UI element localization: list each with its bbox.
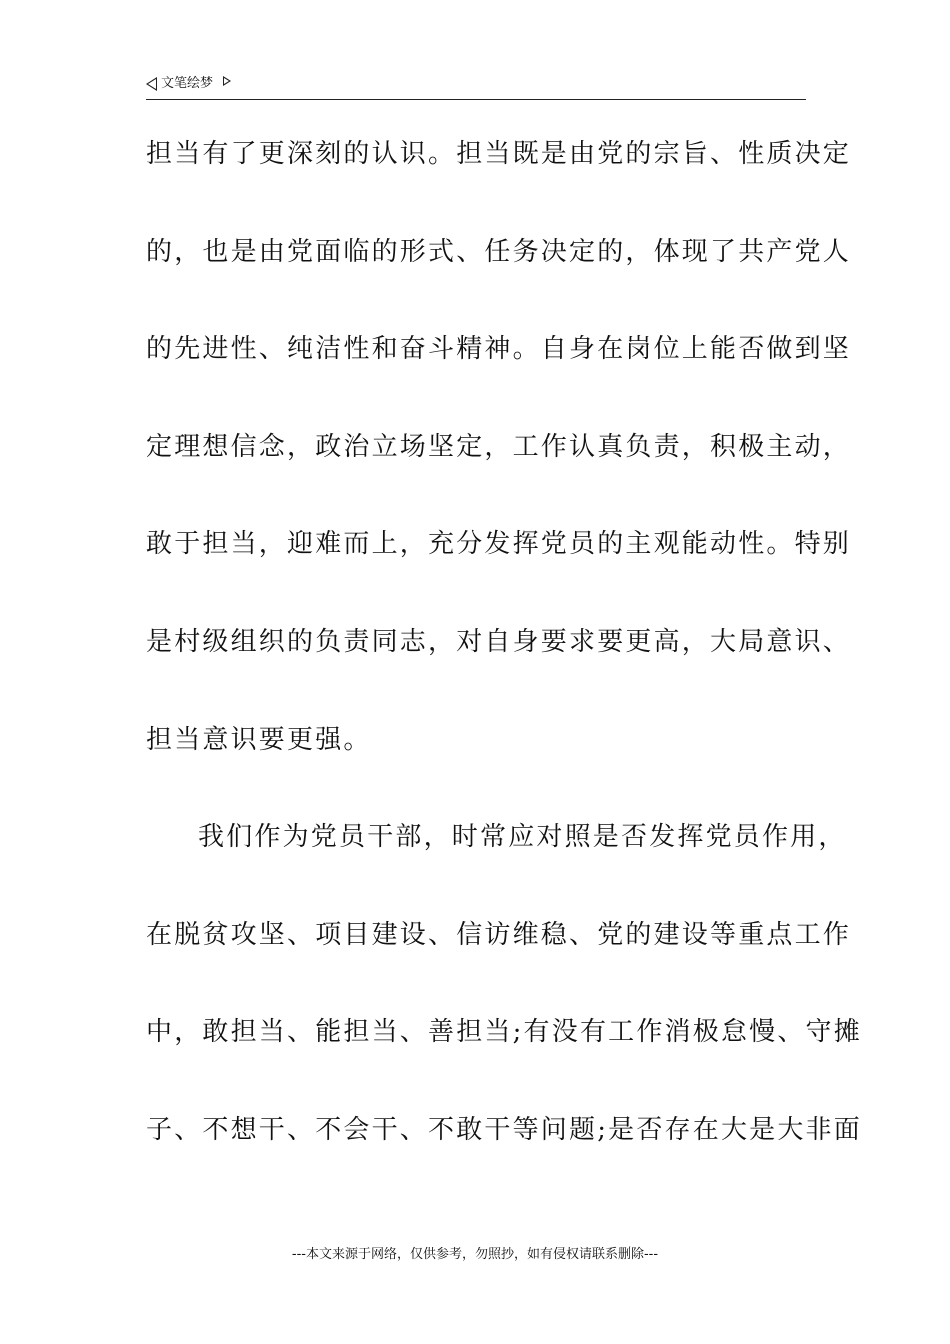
- body-line: 子、不想干、不会干、不敢干等问题;是否存在大是大非面: [146, 1114, 862, 1145]
- body-line: 是村级组织的负责同志，对自身要求要更高，大局意识、: [146, 626, 852, 657]
- body-line: 的，也是由党面临的形式、任务决定的，体现了共产党人: [146, 236, 852, 267]
- document-body: [146, 128, 862, 1202]
- body-line: 担当意识要更强。: [146, 724, 372, 755]
- triangle-right-icon: [223, 76, 231, 86]
- body-line: 中，敢担当、能担当、善担当;有没有工作消极怠慢、守摊: [146, 1017, 862, 1048]
- triangle-left-icon: [146, 77, 157, 91]
- paragraph-start-line: 我们作为党员干部，时常应对照是否发挥党员作用，: [198, 822, 847, 853]
- header-brand: [146, 75, 231, 93]
- body-line: 在脱贫攻坚、项目建设、信访维稳、党的建设等重点工作: [146, 919, 852, 950]
- body-line: 的先进性、纯洁性和奋斗精神。自身在岗位上能否做到坚: [146, 334, 852, 365]
- body-line: 敢于担当，迎难而上，充分发挥党员的主观能动性。特别: [146, 529, 852, 560]
- body-line: 定理想信念，政治立场坚定，工作认真负责，积极主动，: [146, 431, 852, 462]
- page-footer-disclaimer: ---本文来源于网络，仅供参考，勿照抄，如有侵权请联系删除---: [291, 1247, 659, 1262]
- body-line: 担当有了更深刻的认识。担当既是由党的宗旨、性质决定: [146, 139, 852, 169]
- page-header: [146, 73, 806, 100]
- header-title: 文笔绘梦: [161, 76, 214, 91]
